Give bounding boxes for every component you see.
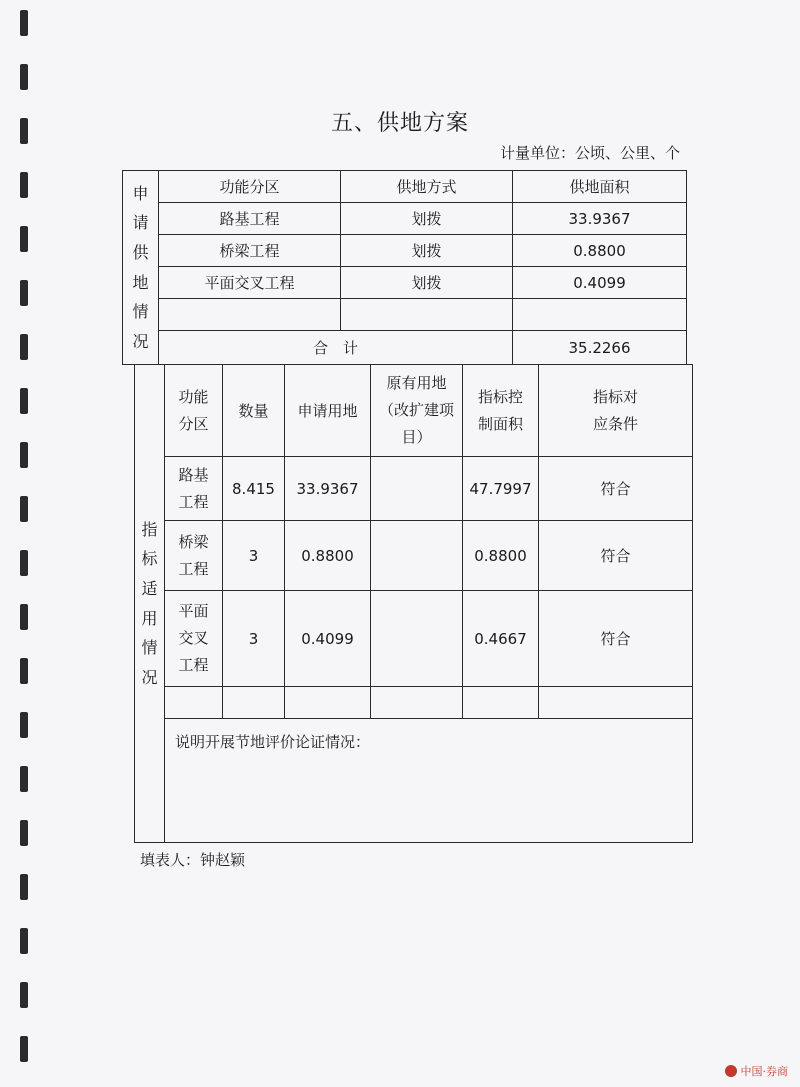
- header-existing: 原有用地 （改扩建项 目）: [371, 365, 463, 457]
- header-applied: 申请用地: [285, 365, 371, 457]
- table-row: 平面交叉工程 划拨 0.4099: [123, 267, 687, 299]
- header-zone: 功能分区: [159, 171, 341, 203]
- table-row: 路基 工程 8.415 33.9367 47.7997 符合: [135, 457, 693, 521]
- watermark: 中国·券商: [725, 1063, 789, 1079]
- filled-by: 填表人：钟赵颖: [140, 851, 246, 869]
- binding-rings: [20, 0, 34, 1087]
- header-condition: 指标对 应条件: [539, 365, 693, 457]
- page-title: 五、供地方案: [330, 111, 469, 136]
- table-row: 平面 交叉 工程 3 0.4099 0.4667 符合: [135, 591, 693, 687]
- measurement-unit: 计量单位：公顷、公里、个: [499, 144, 680, 162]
- total-label: 合 计: [159, 331, 513, 365]
- header-method: 供地方式: [341, 171, 513, 203]
- table-row: 桥梁 工程 3 0.8800 0.8800 符合: [135, 521, 693, 591]
- section2-side-label: 指 标 适 用 情 况: [135, 365, 165, 843]
- section1-side-label: 申 请 供 地 情 况: [123, 171, 159, 365]
- land-supply-table: [122, 170, 687, 365]
- table-row: 路基工程 划拨 33.9367: [123, 203, 687, 235]
- table-row: 桥梁工程 划拨 0.8800: [123, 235, 687, 267]
- total-value: 35.2266: [513, 331, 687, 365]
- indicator-table: [134, 364, 693, 843]
- table-row: [135, 687, 693, 719]
- header-control: 指标控 制面积: [463, 365, 539, 457]
- seal-icon: [725, 1065, 737, 1077]
- header-zone: 功能 分区: [165, 365, 223, 457]
- header-qty: 数量: [223, 365, 285, 457]
- table-row: [123, 299, 687, 331]
- evaluation-note: 说明开展节地评价论证情况：: [165, 719, 693, 843]
- total-row: [123, 331, 687, 365]
- header-area: 供地面积: [513, 171, 687, 203]
